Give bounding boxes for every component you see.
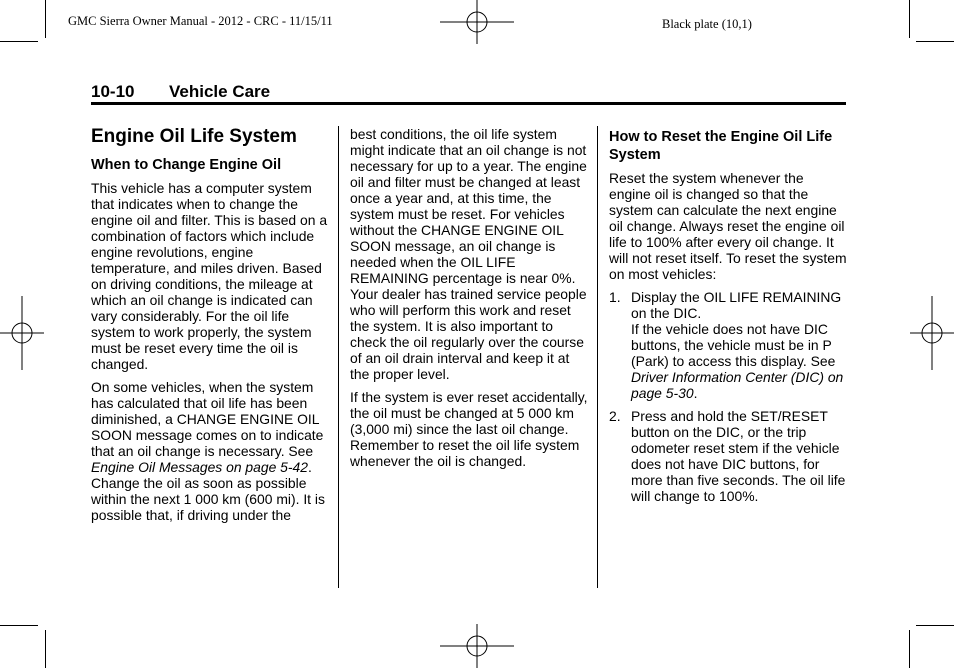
column-2: [350, 126, 590, 476]
registration-mark-bottom: [440, 624, 514, 668]
step-number: 2.: [609, 408, 621, 424]
step-text: Display the OIL LIFE REMAINING on the DIC.: [631, 289, 842, 321]
column-1: [91, 126, 331, 530]
paragraph: best conditions, the oil life system might indicate that an oil change is not necessary for up to a year. The engine oil and filter must be changed at least once a year and, at this time, the system must be reset. For vehicles without the CHANGE ENGINE OIL SOON message, an oil change is needed when the OIL LIFE REMAINING percentage is near 0%. Your dealer has trained service people who will perform this work and reset the system. It is also important to check the oil regularly over the course of an oil drain interval and keep it at the proper level.: [350, 126, 587, 382]
registration-mark-right: [910, 296, 954, 370]
plate-info-right: Black plate (10,1): [662, 17, 752, 31]
plate-info-left: GMC Sierra Owner Manual - 2012 - CRC - 11/15/11: [68, 14, 333, 28]
column-divider-2: [597, 126, 598, 588]
list-item: [609, 289, 849, 401]
section-title: Vehicle Care: [169, 82, 271, 101]
cross-reference-link[interactable]: Driver Information Center (DIC) on page 5-30: [631, 369, 844, 401]
paragraph: Reset the system whenever the engine oil is changed so that the system can calculate the next engine oil change. Always reset the engine oil life to 100% after every oil change. It will not reset itself. To reset the system on most vehicles:: [609, 170, 847, 282]
cross-reference-link[interactable]: Engine Oil Messages on page 5-42: [91, 459, 308, 475]
step-number: 1.: [609, 289, 621, 305]
section-header: [91, 82, 270, 102]
registration-mark-top: [440, 0, 514, 44]
header-rule: [91, 102, 846, 105]
paragraph: [91, 379, 331, 523]
registration-mark-left: [0, 296, 44, 370]
steps-list: [609, 289, 849, 504]
paragraph-text: . Change the oil as soon as possible within the next 1 000 km (600 mi). It is possible that, if driving under the: [91, 459, 325, 523]
page-number: 10-10: [91, 82, 135, 101]
step-note: [631, 321, 849, 401]
paragraph: This vehicle has a computer system that indicates when to change the engine oil and filter. This is based on a combination of factors which include engine revolutions, engine temperature, and miles driven. Based on driving conditions, the mileage at which an oil change is indicated can vary considerably. For the oil life system to work properly, the system must be reset every time the oil is changed.: [91, 180, 328, 372]
column-3: [609, 126, 849, 511]
step-note-text: If the vehicle does not have DIC buttons, the vehicle must be in P (Park) to access this display. See: [631, 321, 836, 369]
step-text: Press and hold the SET/RESET button on the DIC, or the trip odometer reset stem if the vehicle does not have DIC buttons, for more than five seconds. The oil life will change to 100%.: [631, 408, 846, 504]
article-heading: Engine Oil Life System: [91, 126, 297, 147]
subheading-how-to-reset: How to Reset the Engine Oil Life System: [609, 129, 833, 163]
paragraph-text: On some vehicles, when the system has calculated that oil life has been diminished, a CHANGE ENGINE OIL SOON message comes on to indicate that an oil change is necessary. See: [91, 379, 324, 459]
step-note-text: .: [693, 385, 698, 401]
list-item: [609, 408, 849, 504]
subheading-when-to-change: When to Change Engine Oil: [91, 157, 282, 173]
paragraph: If the system is ever reset accidentally, the oil must be changed at 5 000 km (3,000 mi) since the last oil change. Remember to reset the oil life system whenever the oil is changed.: [350, 389, 588, 469]
column-divider-1: [338, 126, 339, 588]
